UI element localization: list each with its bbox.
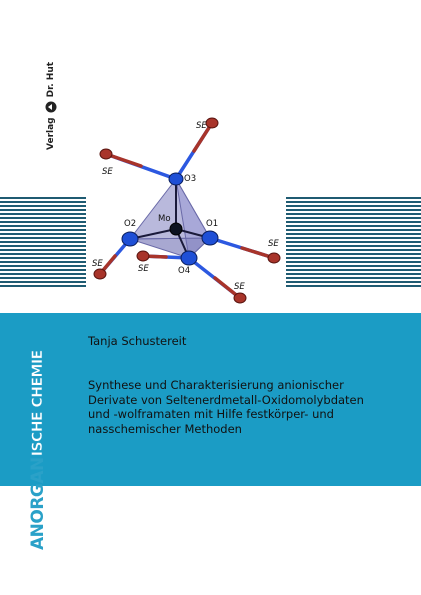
publisher-logo bbox=[44, 50, 58, 150]
hat-icon bbox=[45, 101, 57, 113]
series-label-part1: ANORGAN bbox=[28, 457, 48, 550]
mo-label: Mo bbox=[158, 214, 171, 224]
series-label-part2: ISCHE CHEMIE bbox=[30, 350, 46, 457]
se-label-upper-left: SE bbox=[102, 167, 113, 177]
title-line: nasschemischer Methoden bbox=[88, 421, 242, 436]
molecule-structure-figure bbox=[86, 108, 286, 313]
se-label-center-left: SE bbox=[138, 264, 149, 274]
title-line: und -wolframaten mit Hilfe festkörper- und bbox=[88, 407, 334, 421]
se-label-right: SE bbox=[268, 239, 279, 249]
o4-label: O4 bbox=[178, 266, 191, 276]
publisher-prefix: Verlag bbox=[46, 117, 56, 150]
o3-label: O3 bbox=[184, 174, 197, 184]
series-label bbox=[26, 350, 50, 550]
title-line: Synthese und Charakterisierung anionischer bbox=[88, 378, 344, 392]
o1-label: O1 bbox=[206, 219, 219, 229]
se-label-top: SE bbox=[196, 121, 207, 131]
right-stripes-decoration bbox=[286, 197, 421, 287]
title-line: Derivate von Seltenerdmetall-Oxidomolybdaten bbox=[88, 392, 364, 407]
author-name: Tanja Schustereit bbox=[88, 334, 187, 348]
left-stripes-decoration bbox=[0, 197, 86, 287]
se-label-bottom-right: SE bbox=[234, 282, 245, 292]
publisher-name: Dr. Hut bbox=[46, 61, 56, 98]
book-title bbox=[88, 378, 388, 436]
se-label-left: SE bbox=[92, 259, 103, 269]
o2-label: O2 bbox=[124, 219, 137, 229]
